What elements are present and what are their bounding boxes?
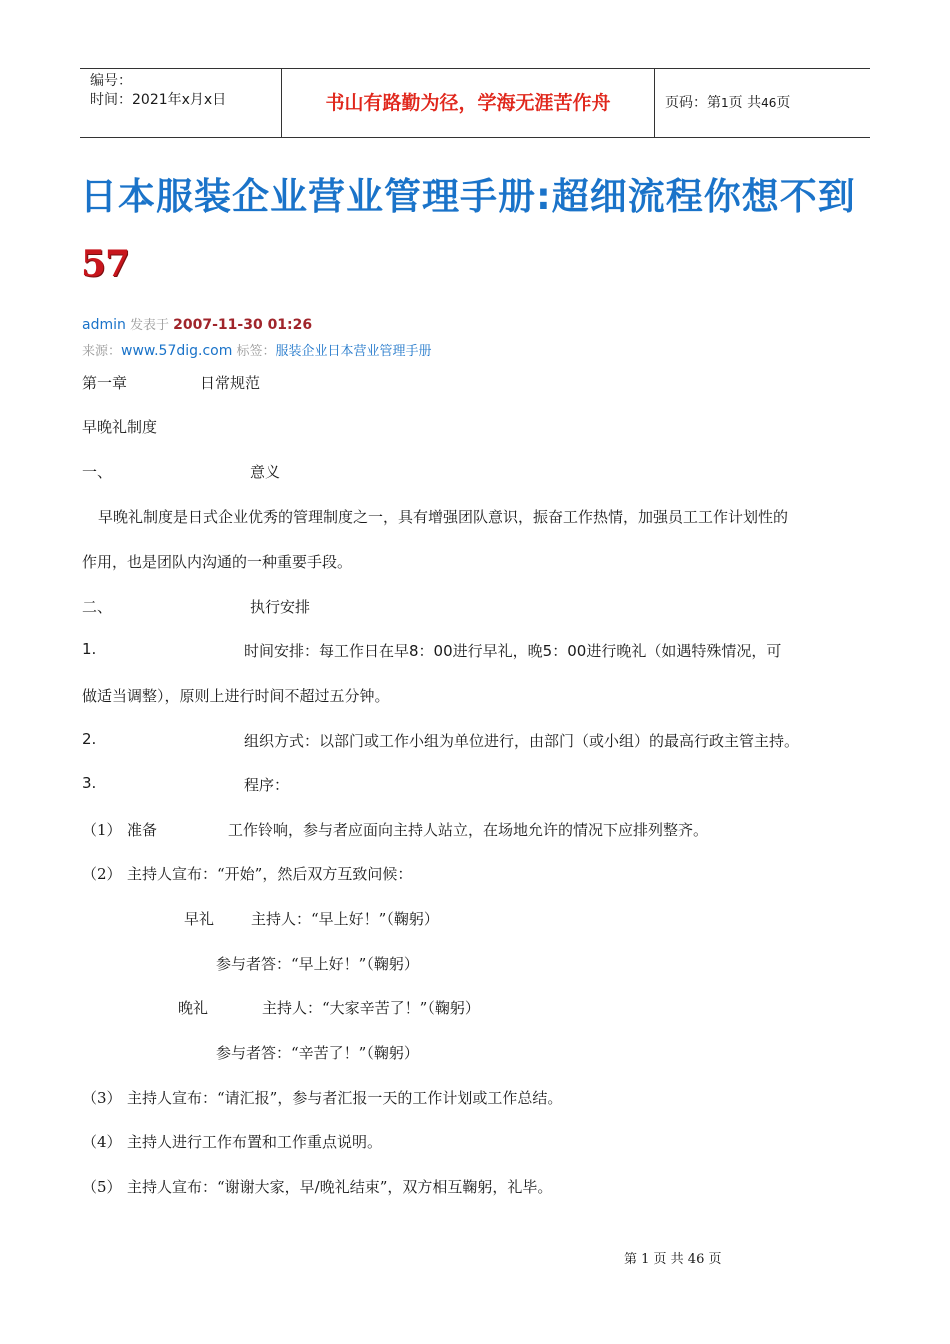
- page-total: 46: [761, 96, 777, 110]
- post-date: 2007-11-30 01:26: [173, 317, 313, 333]
- article-byline: [82, 314, 312, 333]
- section-1-title: 意义: [250, 463, 281, 481]
- step-5-text: 主持人宣布：“谢谢大家，早/晚礼结束”，双方相互鞠躬，礼毕。: [127, 1178, 553, 1196]
- header-page-info: [655, 69, 870, 137]
- page-prefix: 页码：第: [665, 95, 721, 111]
- step-4-text: 主持人进行工作布置和工作重点说明。: [127, 1133, 383, 1151]
- evening-host-line: 主持人：“大家辛苦了！”（鞠躬）: [262, 999, 480, 1017]
- site-logo: 57: [81, 243, 130, 285]
- article-title: 日本服装企业营业管理手册:超细流程你想不到: [80, 175, 856, 218]
- item-1-time-morning: 8：00: [409, 642, 453, 660]
- step-2-text: 主持人宣布：“开始”，然后双方互致问候：: [127, 865, 413, 883]
- item-2-number: 2.: [82, 730, 97, 748]
- step-1-number: （1）: [82, 821, 122, 839]
- section-title: 早晚礼制度: [82, 418, 158, 436]
- morning-reply-line: 参与者答：“早上好！”（鞠躬）: [216, 955, 419, 973]
- page-number: 1: [721, 96, 729, 110]
- document-number-label: 编号：: [90, 73, 132, 89]
- step-1-text: 工作铃响，参与者应面向主持人站立，在场地允许的情况下应排列整齐。: [228, 821, 709, 839]
- page-mid: 页 共: [728, 95, 762, 111]
- tags-link[interactable]: 服装企业日本营业管理手册: [275, 344, 432, 359]
- chapter-number: 第一章: [82, 374, 128, 392]
- item-1-text-c: 进行早礼，晚: [452, 642, 543, 660]
- source-link[interactable]: www.57dig.com: [121, 343, 233, 359]
- author-link[interactable]: admin: [82, 317, 126, 333]
- step-3-number: （3）: [82, 1089, 122, 1107]
- step-1-label: 准备: [127, 821, 158, 839]
- chapter-title: 日常规范: [200, 374, 261, 392]
- page-suffix: 页: [776, 95, 791, 111]
- section-2-title: 执行安排: [250, 598, 311, 616]
- posted-label: 发表于: [125, 318, 174, 333]
- section-1-number: 一、: [82, 463, 113, 481]
- item-3-number: 3.: [82, 774, 97, 792]
- item-2-text: 组织方式：以部门或工作小组为单位进行，由部门（或小组）的最高行政主管主持。: [244, 732, 800, 750]
- article-source: [82, 340, 432, 359]
- step-4-number: （4）: [82, 1133, 122, 1151]
- item-1-text-e: 进行晚礼（如遇特殊情况，可: [586, 642, 782, 660]
- item-1-text-continued: 做适当调整），原则上进行时间不超过五分钟。: [82, 687, 390, 705]
- step-5-number: （5）: [82, 1178, 122, 1196]
- paragraph-line: 早晚礼制度是日式企业优秀的管理制度之一，具有增强团队意识，振奋工作热情，加强员工工作计划性的: [98, 508, 789, 526]
- item-1-text: [244, 640, 781, 661]
- morning-label: 早礼: [184, 910, 215, 928]
- item-3-text: 程序：: [244, 776, 290, 794]
- morning-host-line: 主持人：“早上好！”（鞠躬）: [251, 910, 439, 928]
- source-label: 来源：: [82, 344, 122, 359]
- page-footer: 第 1 页 共 46 页: [624, 1252, 722, 1267]
- step-2-number: （2）: [82, 865, 122, 883]
- item-1-text-a: 时间安排：每工作日在早: [244, 642, 410, 660]
- document-time-label: 时间：2021年x月x日: [90, 92, 227, 108]
- page-header: [80, 68, 870, 138]
- evening-reply-line: 参与者答：“辛苦了！”（鞠躬）: [216, 1044, 419, 1062]
- section-2-number: 二、: [82, 598, 113, 616]
- step-3-text: 主持人宣布：“请汇报”，参与者汇报一天的工作计划或工作总结。: [127, 1089, 563, 1107]
- evening-label: 晚礼: [178, 999, 209, 1017]
- paragraph-line: 作用，也是团队内沟通的一种重要手段。: [82, 553, 353, 571]
- tags-label: 标签：: [232, 344, 276, 359]
- item-1-number: 1.: [82, 640, 97, 658]
- header-meta: [80, 69, 281, 137]
- item-1-time-evening: 5：00: [542, 642, 587, 660]
- header-motto: 书山有路勤为径，学海无涯苦作舟: [281, 69, 655, 137]
